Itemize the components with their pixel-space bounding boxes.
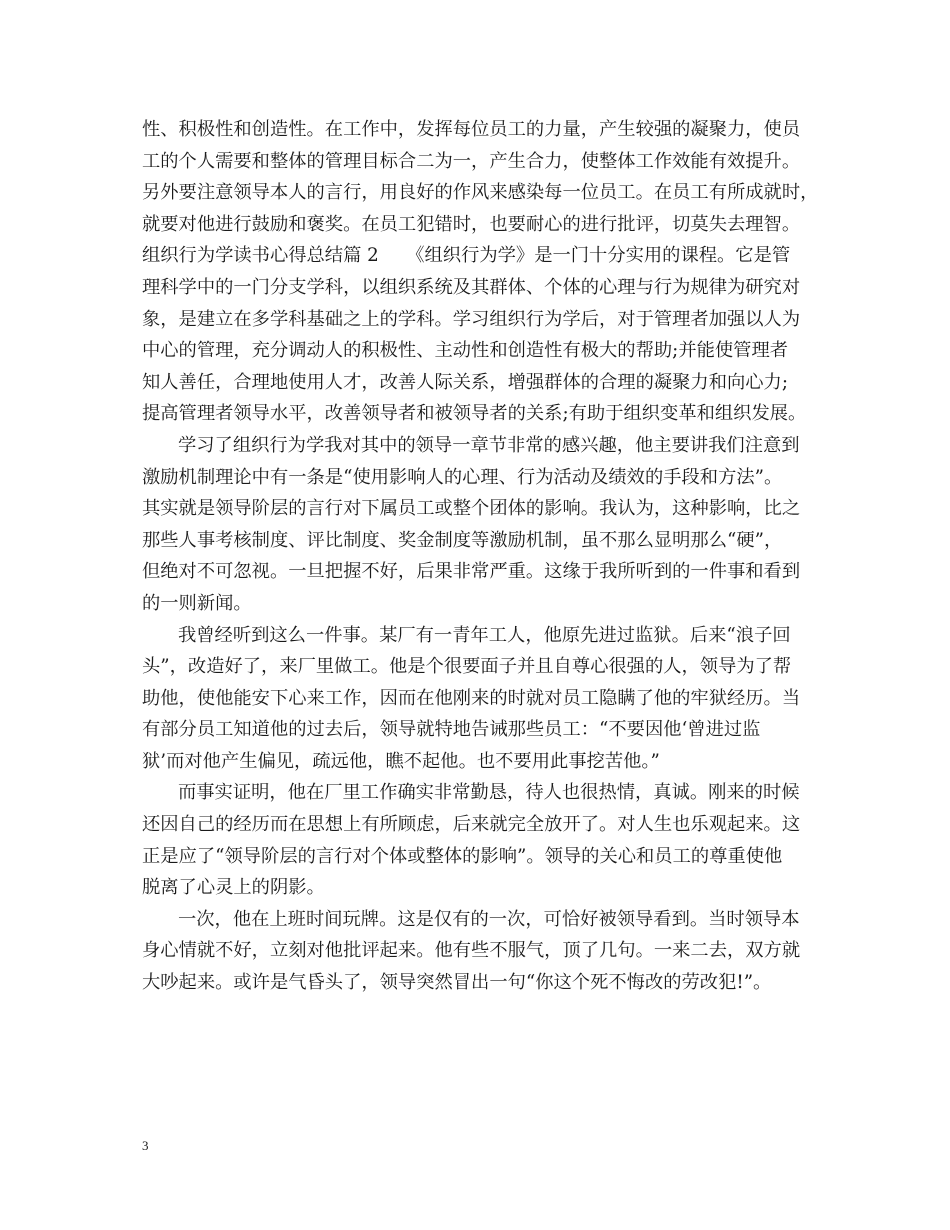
text-line: 组织行为学读书心得总结篇 2 《组织行为学》是一门十分实用的课程。它是管 — [142, 245, 791, 267]
page-number: 3 — [142, 1138, 149, 1153]
text-line: 正是应了“领导阶层的言行对个体或整体的影响”。领导的关心和员工的尊重使他 — [142, 845, 783, 867]
text-line: 激励机制理论中有一条是“使用影响人的心理、行为活动及绩效的手段和方法”。 — [142, 466, 783, 488]
text-line: 身心情就不好，立刻对他批评起来。他有些不服气，顶了几句。一来二去，双方就 — [142, 940, 801, 962]
text-line: 其实就是领导阶层的言行对下属员工或整个团体的影响。我认为，这种影响，比之 — [142, 498, 801, 520]
text-line: 狱’而对他产生偏见，疏远他，瞧不起他。也不要用此事挖苦他。” — [142, 750, 660, 772]
text-line: 有部分员工知道他的过去后，领导就特地告诫那些员工：“不要因他‘曾进过监 — [142, 719, 761, 741]
text-line: 学习了组织行为学我对其中的领导一章节非常的感兴趣，他主要讲我们注意到 — [178, 434, 800, 456]
text-line: 性、积极性和创造性。在工作中，发挥每位员工的力量，产生较强的凝聚力，使员 — [142, 119, 801, 140]
text-line: 助他，使他能安下心来工作，因而在他刚来的时就对员工隐瞒了他的牢狱经历。当 — [142, 687, 801, 709]
text-line: 另外要注意领导本人的言行，用良好的作风来感染每一位员工。在员工有所成就时， — [142, 182, 819, 204]
text-line: 头”，改造好了，来厂里做工。他是个很要面子并且自尊心很强的人，领导为了帮 — [142, 656, 792, 678]
text-line: 工的个人需要和整体的管理目标合二为一，产生合力，使整体工作效能有效提升。 — [142, 150, 801, 172]
text-line: 象，是建立在多学科基础之上的学科。学习组织行为学后，对于管理者加强以人为 — [142, 308, 801, 330]
text-line: 理科学中的一门分支学科，以组织系统及其群体、个体的心理与行为规律为研究对 — [142, 276, 801, 298]
text-line: 一次，他在上班时间玩牌。这是仅有的一次，可恰好被领导看到。当时领导本 — [178, 908, 800, 930]
text-line: 脱离了心灵上的阴影。 — [142, 877, 325, 899]
text-line: 的一则新闻。 — [142, 592, 252, 614]
text-line: 那些人事考核制度、评比制度、奖金制度等激励机制，虽不那么显明那么“硬”， — [142, 529, 783, 551]
text-line: 但绝对不可忽视。一旦把握不好，后果非常严重。这缘于我所听到的一件事和看到 — [142, 561, 801, 583]
text-line: 而事实证明，他在厂里工作确实非常勤恳，待人也很热情，真诚。刚来的时候 — [178, 782, 800, 804]
text-line: 知人善任，合理地使用人才，改善人际关系，增强群体的合理的凝聚力和向心力; — [142, 371, 789, 393]
text-line: 大吵起来。或许是气昏头了，领导突然冒出一句“你这个死不悔改的劳改犯!”。 — [142, 972, 772, 994]
text-line: 还因自己的经历而在思想上有所顾虑，后来就完全放开了。对人生也乐观起来。这 — [142, 814, 801, 836]
text-line: 提高管理者领导水平，改善领导者和被领导者的关系;有助于组织变革和组织发展。 — [142, 403, 807, 425]
text-line: 就要对他进行鼓励和褒奖。在员工犯错时，也要耐心的进行批评，切莫失去理智。 — [142, 213, 801, 235]
text-line: 我曾经听到这么一件事。某厂有一青年工人，他原先进过监狱。后来“浪子回 — [178, 624, 791, 646]
text-line: 中心的管理，充分调动人的积极性、主动性和创造性有极大的帮助;并能使管理者 — [142, 340, 789, 362]
body-text — [142, 114, 822, 999]
